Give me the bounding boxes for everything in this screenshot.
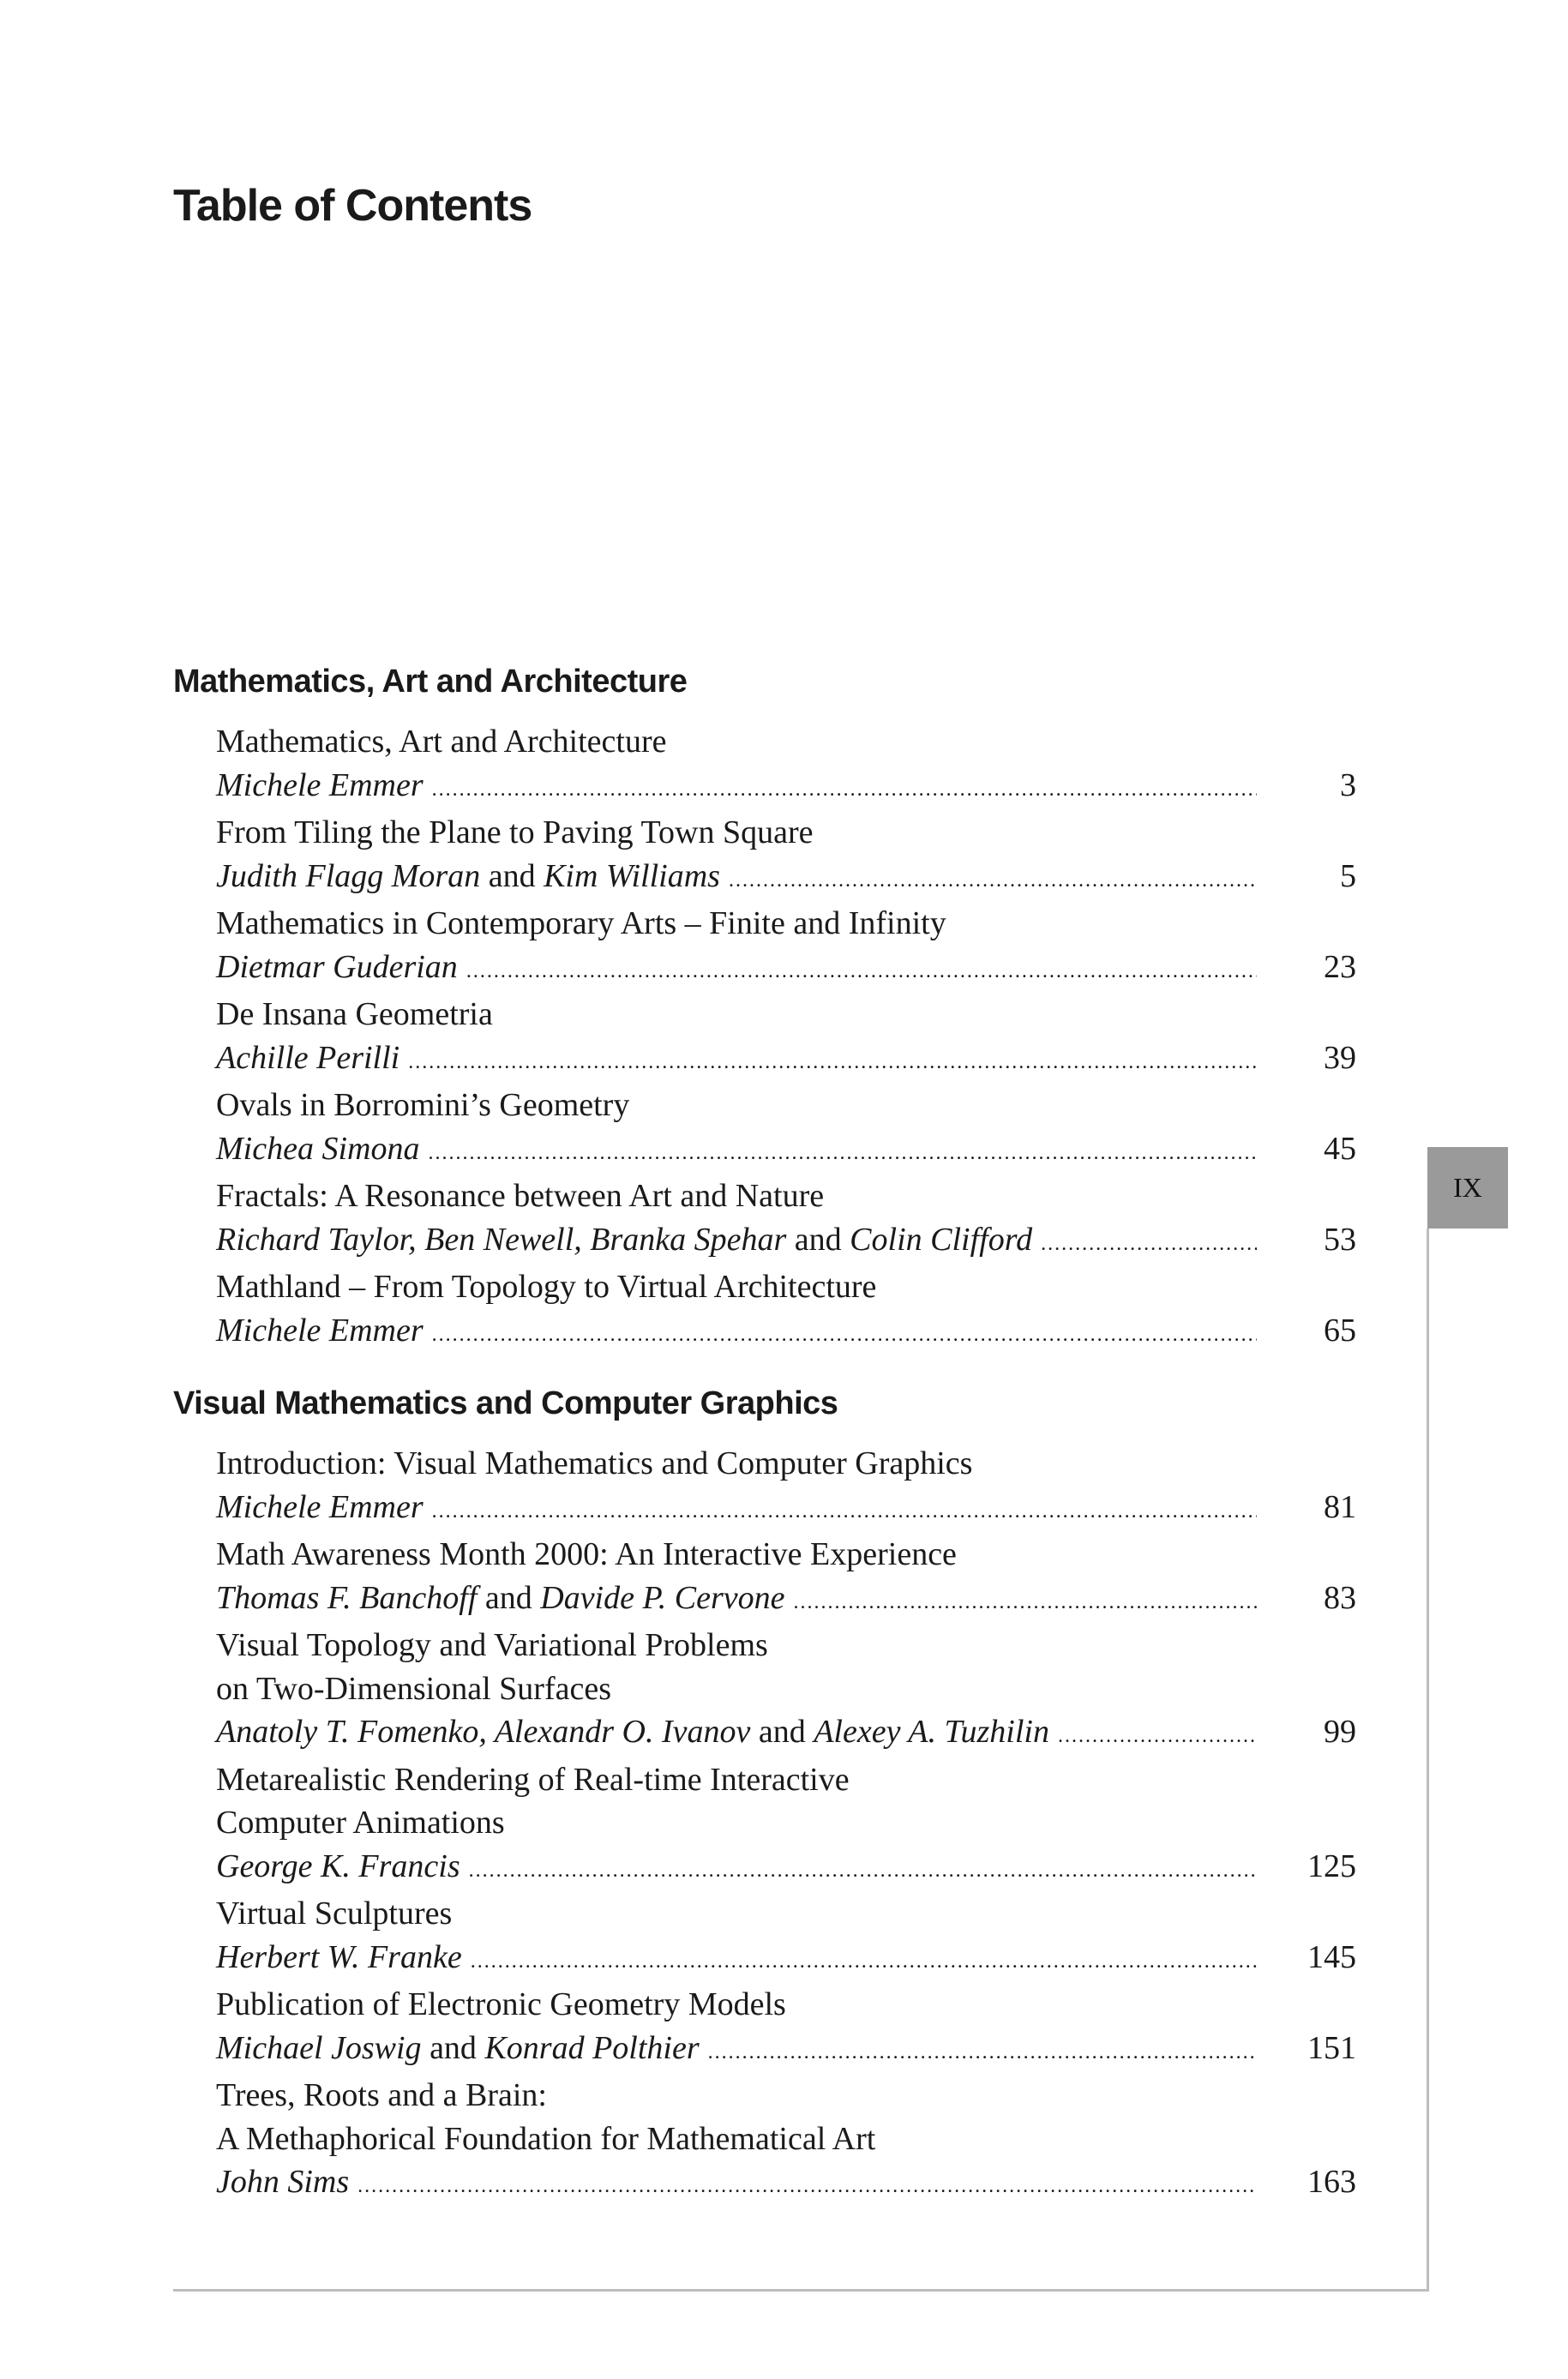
entry-authors [216, 1486, 424, 1529]
entry-author-line [216, 1577, 1356, 1625]
entry-author-line [216, 2027, 1356, 2075]
entry-author-line [216, 1845, 1356, 1893]
entry-author-line [216, 1486, 1356, 1534]
entry-author-line [216, 1309, 1356, 1357]
entry-page-number: 3 [1340, 766, 1356, 803]
entry-title-line: Computer Animations [216, 1805, 505, 1841]
entry-author-line [216, 1036, 1356, 1084]
author-separator: and [421, 2029, 485, 2066]
page-frame-bottom [173, 2289, 1429, 2292]
entry-title-line: on Two-Dimensional Surfaces [216, 1670, 611, 1707]
entry-page-number: 65 [1324, 1312, 1356, 1349]
entry-page-number: 151 [1307, 2029, 1356, 2066]
author-name: Michele Emmer [216, 766, 424, 803]
entry-page-number: 163 [1307, 2164, 1356, 2200]
entry-title-line: Math Awareness Month 2000: An Interactive Experience [216, 1536, 957, 1572]
author-name: Colin Clifford [850, 1221, 1033, 1258]
dot-leader [1041, 1223, 1257, 1266]
author-name: Alexey A. Tuzhilin [814, 1714, 1049, 1750]
entry-page-number: 125 [1307, 1847, 1356, 1884]
entry-title-line: Introduction: Visual Mathematics and Computer Graphics [216, 1445, 973, 1481]
entry-page-number: 5 [1340, 857, 1356, 894]
entry-authors [216, 1577, 785, 1620]
author-name: Judith Flagg Moran [216, 857, 481, 894]
entry-page-number: 83 [1324, 1579, 1356, 1616]
entry-authors [216, 1218, 1032, 1262]
dot-leader [432, 768, 1257, 812]
entry-page-number: 39 [1324, 1039, 1356, 1076]
entry-title-line: From Tiling the Plane to Paving Town Square [216, 814, 814, 850]
entry-authors [216, 2160, 349, 2204]
toc-entry[interactable] [216, 2074, 1356, 2208]
entry-authors [216, 764, 424, 808]
section-title: Visual Mathematics and Computer Graphics [173, 1385, 838, 1421]
entry-authors [216, 1309, 424, 1353]
toc-section [173, 660, 1356, 1356]
dot-leader [428, 1132, 1257, 1175]
entry-page-number: 45 [1324, 1130, 1356, 1167]
author-name: Herbert W. Franke [216, 1938, 462, 1975]
toc-entry[interactable] [216, 1983, 1356, 2074]
page-title: Table of Contents [173, 181, 532, 231]
toc-entry[interactable] [216, 1442, 1356, 1533]
entry-authors [216, 1710, 1049, 1754]
section-title: Mathematics, Art and Architecture [173, 664, 688, 700]
entry-authors [216, 1845, 460, 1889]
toc-entry[interactable] [216, 811, 1356, 902]
author-name: Dietmar Guderian [216, 948, 458, 985]
author-name: Thomas F. Banchoff [216, 1579, 478, 1616]
entry-title-line: De Insana Geometria [216, 996, 493, 1032]
toc-entry[interactable] [216, 1758, 1356, 1893]
entry-page-number: 99 [1324, 1714, 1356, 1750]
toc-entry[interactable] [216, 902, 1356, 993]
page-number-tab: IX [1427, 1147, 1508, 1229]
entry-title-line: Visual Topology and Variational Problems [216, 1627, 768, 1663]
entry-authors [216, 2027, 700, 2070]
entry-authors [216, 855, 720, 898]
entry-title-line: Mathematics, Art and Architecture [216, 724, 667, 760]
entry-title-line: Fractals: A Resonance between Art and Nature [216, 1178, 825, 1214]
entry-author-line [216, 1710, 1356, 1758]
dot-leader [357, 2165, 1257, 2208]
author-separator: and [477, 1579, 541, 1616]
author-name: John Sims [216, 2164, 350, 2200]
author-name: Michele Emmer [216, 1488, 424, 1525]
author-name: Davide P. Cervone [540, 1579, 785, 1616]
entry-page-number: 81 [1324, 1488, 1356, 1525]
author-separator: and [750, 1714, 814, 1750]
toc-entry[interactable] [216, 1174, 1356, 1265]
author-name: Michea Simona [216, 1130, 420, 1167]
dot-leader [1058, 1715, 1257, 1758]
author-name: Achille Perilli [216, 1039, 400, 1076]
entry-authors [216, 1936, 462, 1979]
author-separator: and [786, 1221, 850, 1258]
toc-entry[interactable] [216, 1265, 1356, 1356]
entry-title-line: Metarealistic Rendering of Real-time Interactive [216, 1761, 850, 1798]
entry-authors [216, 1127, 419, 1171]
author-separator: and [480, 857, 544, 894]
dot-leader [794, 1581, 1257, 1625]
author-name: Konrad Polthier [484, 2029, 700, 2066]
toc-section [173, 1382, 1356, 2208]
author-name: Michael Joswig [216, 2029, 422, 2066]
dot-leader [729, 859, 1257, 903]
entry-title-line: A Methaphorical Foundation for Mathematical Art [216, 2120, 876, 2157]
entry-authors [216, 946, 458, 989]
entry-title-line: Publication of Electronic Geometry Models [216, 1986, 786, 2022]
dot-leader [708, 2031, 1257, 2075]
entry-title-line: Ovals in Borromini’s Geometry [216, 1087, 630, 1123]
entry-title-line: Mathematics in Contemporary Arts – Finite and Infinity [216, 905, 946, 941]
author-name: George K. Francis [216, 1847, 460, 1884]
author-name: Richard Taylor, Ben Newell, Branka Spehar [216, 1221, 787, 1258]
dot-leader [408, 1041, 1257, 1084]
entry-title-line: Virtual Sculptures [216, 1895, 453, 1931]
entry-author-line [216, 1218, 1356, 1266]
entry-author-line [216, 1127, 1356, 1175]
entry-author-line [216, 2160, 1356, 2208]
toc-entry[interactable] [216, 1084, 1356, 1174]
entry-page-number: 23 [1324, 948, 1356, 985]
entry-title-line: Trees, Roots and a Brain: [216, 2077, 547, 2113]
entry-author-line [216, 1936, 1356, 1984]
toc-entry[interactable] [216, 1892, 1356, 1983]
entry-list [216, 720, 1356, 1356]
entry-page-number: 145 [1307, 1938, 1356, 1975]
entry-list [216, 1442, 1356, 2208]
entry-authors [216, 1036, 400, 1080]
author-name: Anatoly T. Fomenko, Alexandr O. Ivanov [216, 1714, 751, 1750]
dot-leader [471, 1940, 1257, 1984]
dot-leader [432, 1313, 1257, 1357]
dot-leader [466, 950, 1257, 994]
entry-author-line [216, 855, 1356, 903]
toc-entry[interactable] [216, 1624, 1356, 1758]
dot-leader [469, 1849, 1257, 1893]
toc-entry[interactable] [216, 993, 1356, 1084]
entry-title-line: Mathland – From Topology to Virtual Architecture [216, 1269, 877, 1305]
entry-author-line [216, 946, 1356, 994]
entry-page-number: 53 [1324, 1221, 1356, 1258]
dot-leader [432, 1490, 1257, 1534]
toc-entry[interactable] [216, 1533, 1356, 1624]
author-name: Kim Williams [544, 857, 720, 894]
author-name: Michele Emmer [216, 1312, 424, 1349]
entry-author-line [216, 764, 1356, 812]
page-frame-right [1427, 1229, 1429, 2292]
toc-entry[interactable] [216, 720, 1356, 811]
